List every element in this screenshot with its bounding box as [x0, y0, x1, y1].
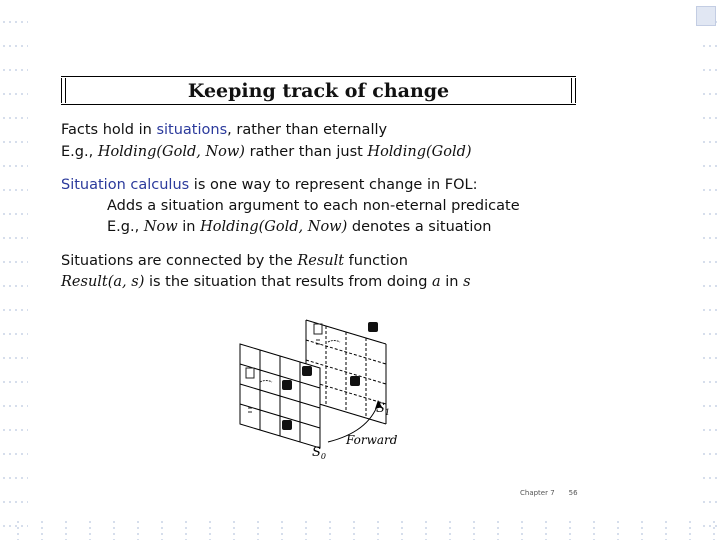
left-dot-margin	[0, 0, 28, 540]
title-frame	[61, 76, 576, 105]
eg2-prefix: E.g.,	[107, 219, 144, 235]
connected-line	[61, 253, 408, 269]
eg2-math-1: Now	[143, 219, 178, 235]
facts-text-1: Facts hold in	[61, 122, 157, 138]
page-number: 56	[568, 489, 578, 497]
s0-label: $S_0$	[312, 445, 326, 461]
situations-keyword: situations	[156, 122, 228, 138]
eg2-middle: in	[177, 219, 201, 235]
facts-text-2: , rather than eternally	[227, 122, 388, 138]
eg2-suffix: denotes a situation	[347, 219, 492, 235]
eg1-prefix: E.g.,	[61, 144, 98, 160]
situation-calculus-keyword: Situation calculus	[61, 177, 190, 193]
adds-line: Adds a situation argument to each non-eternal predicate	[107, 198, 520, 214]
eg1-middle: rather than just	[244, 144, 368, 160]
chapter-label: Chapter 7	[520, 489, 555, 497]
situation-calculus-line	[61, 177, 478, 193]
example-line-1	[61, 144, 472, 160]
forward-label: Forward	[346, 433, 398, 447]
grid-s0	[240, 344, 320, 448]
connected-text-2: function	[344, 253, 408, 269]
slide-title: Keeping track of change	[187, 80, 450, 102]
eg1-math-1: Holding(Gold, Now)	[97, 144, 245, 160]
result-definition-line	[61, 274, 471, 290]
right-dot-margin	[700, 0, 720, 540]
result-text-1: is the situation that results from doing	[144, 274, 433, 290]
example-line-2	[107, 219, 491, 235]
situation-diagram	[228, 292, 428, 464]
sitcalc-text: is one way to represent change in FOL:	[189, 177, 478, 193]
eg1-math-2: Holding(Gold)	[367, 144, 472, 160]
result-function-name: Result	[297, 253, 345, 269]
result-text-2: in	[440, 274, 464, 290]
bottom-dot-margin	[0, 518, 720, 540]
facts-line	[61, 122, 387, 138]
navigation-icon[interactable]	[696, 6, 716, 26]
slide-footer	[520, 489, 578, 497]
eg2-math-2: Holding(Gold, Now)	[200, 219, 348, 235]
result-var-s: s	[463, 274, 471, 290]
result-math: Result(a, s)	[61, 274, 145, 290]
connected-text-1: Situations are connected by the	[61, 253, 298, 269]
result-var-a: a	[432, 274, 441, 290]
s1-label: $S_1$	[376, 401, 390, 417]
